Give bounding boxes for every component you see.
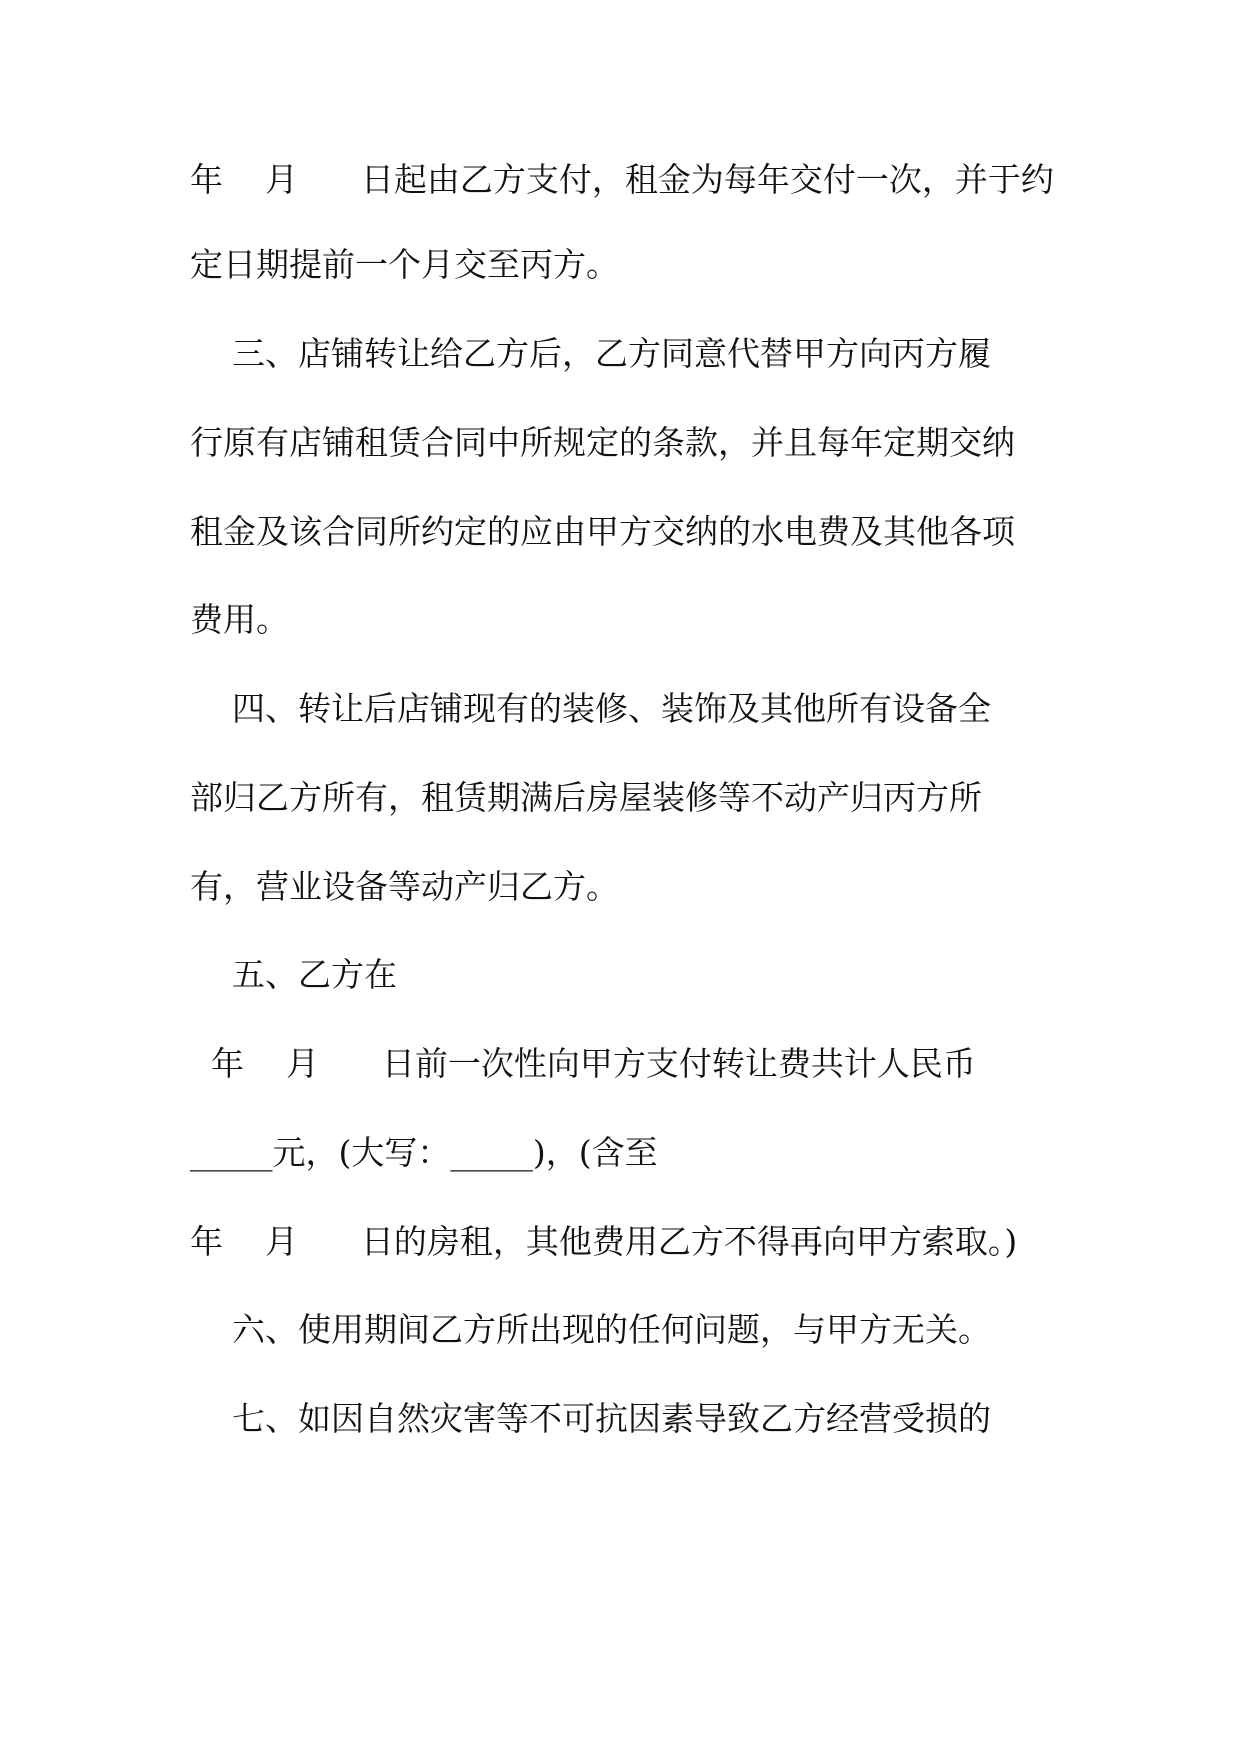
text-line-9: 有，营业设备等动产归乙方。 bbox=[190, 867, 619, 906]
text-line-15: 七、如因自然灾害等不可抗因素导致乙方经营受损的 bbox=[190, 1399, 991, 1438]
text-line-12: _____元，(大写：_____)，(含至 bbox=[190, 1133, 658, 1172]
text-line-3: 三、店铺转让给乙方后，乙方同意代替甲方向丙方履 bbox=[190, 334, 991, 373]
text-line-7: 四、转让后店铺现有的装修、装饰及其他所有设备全 bbox=[190, 689, 991, 728]
text-line-2: 定日期提前一个月交至丙方。 bbox=[190, 245, 619, 284]
text-line-10: 五、乙方在 bbox=[190, 955, 397, 994]
text-line-8: 部归乙方所有，租赁期满后房屋装修等不动产归丙方所 bbox=[190, 778, 982, 817]
text-line-13: 年 月 日的房租，其他费用乙方不得再向甲方索取。) bbox=[190, 1222, 1018, 1261]
text-line-1: 年 月 日起由乙方支付，租金为每年交付一次，并于约 bbox=[190, 160, 1054, 199]
text-line-5: 租金及该合同所约定的应由甲方交纳的水电费及其他各项 bbox=[190, 512, 1015, 551]
text-line-4: 行原有店铺租赁合同中所规定的条款，并且每年定期交纳 bbox=[190, 423, 1015, 462]
text-line-11: 年 月 日前一次性向甲方支付转让费共计人民币 bbox=[190, 1044, 976, 1083]
text-line-6: 费用。 bbox=[190, 600, 289, 639]
text-line-14: 六、使用期间乙方所出现的任何问题，与甲方无关。 bbox=[190, 1310, 991, 1349]
